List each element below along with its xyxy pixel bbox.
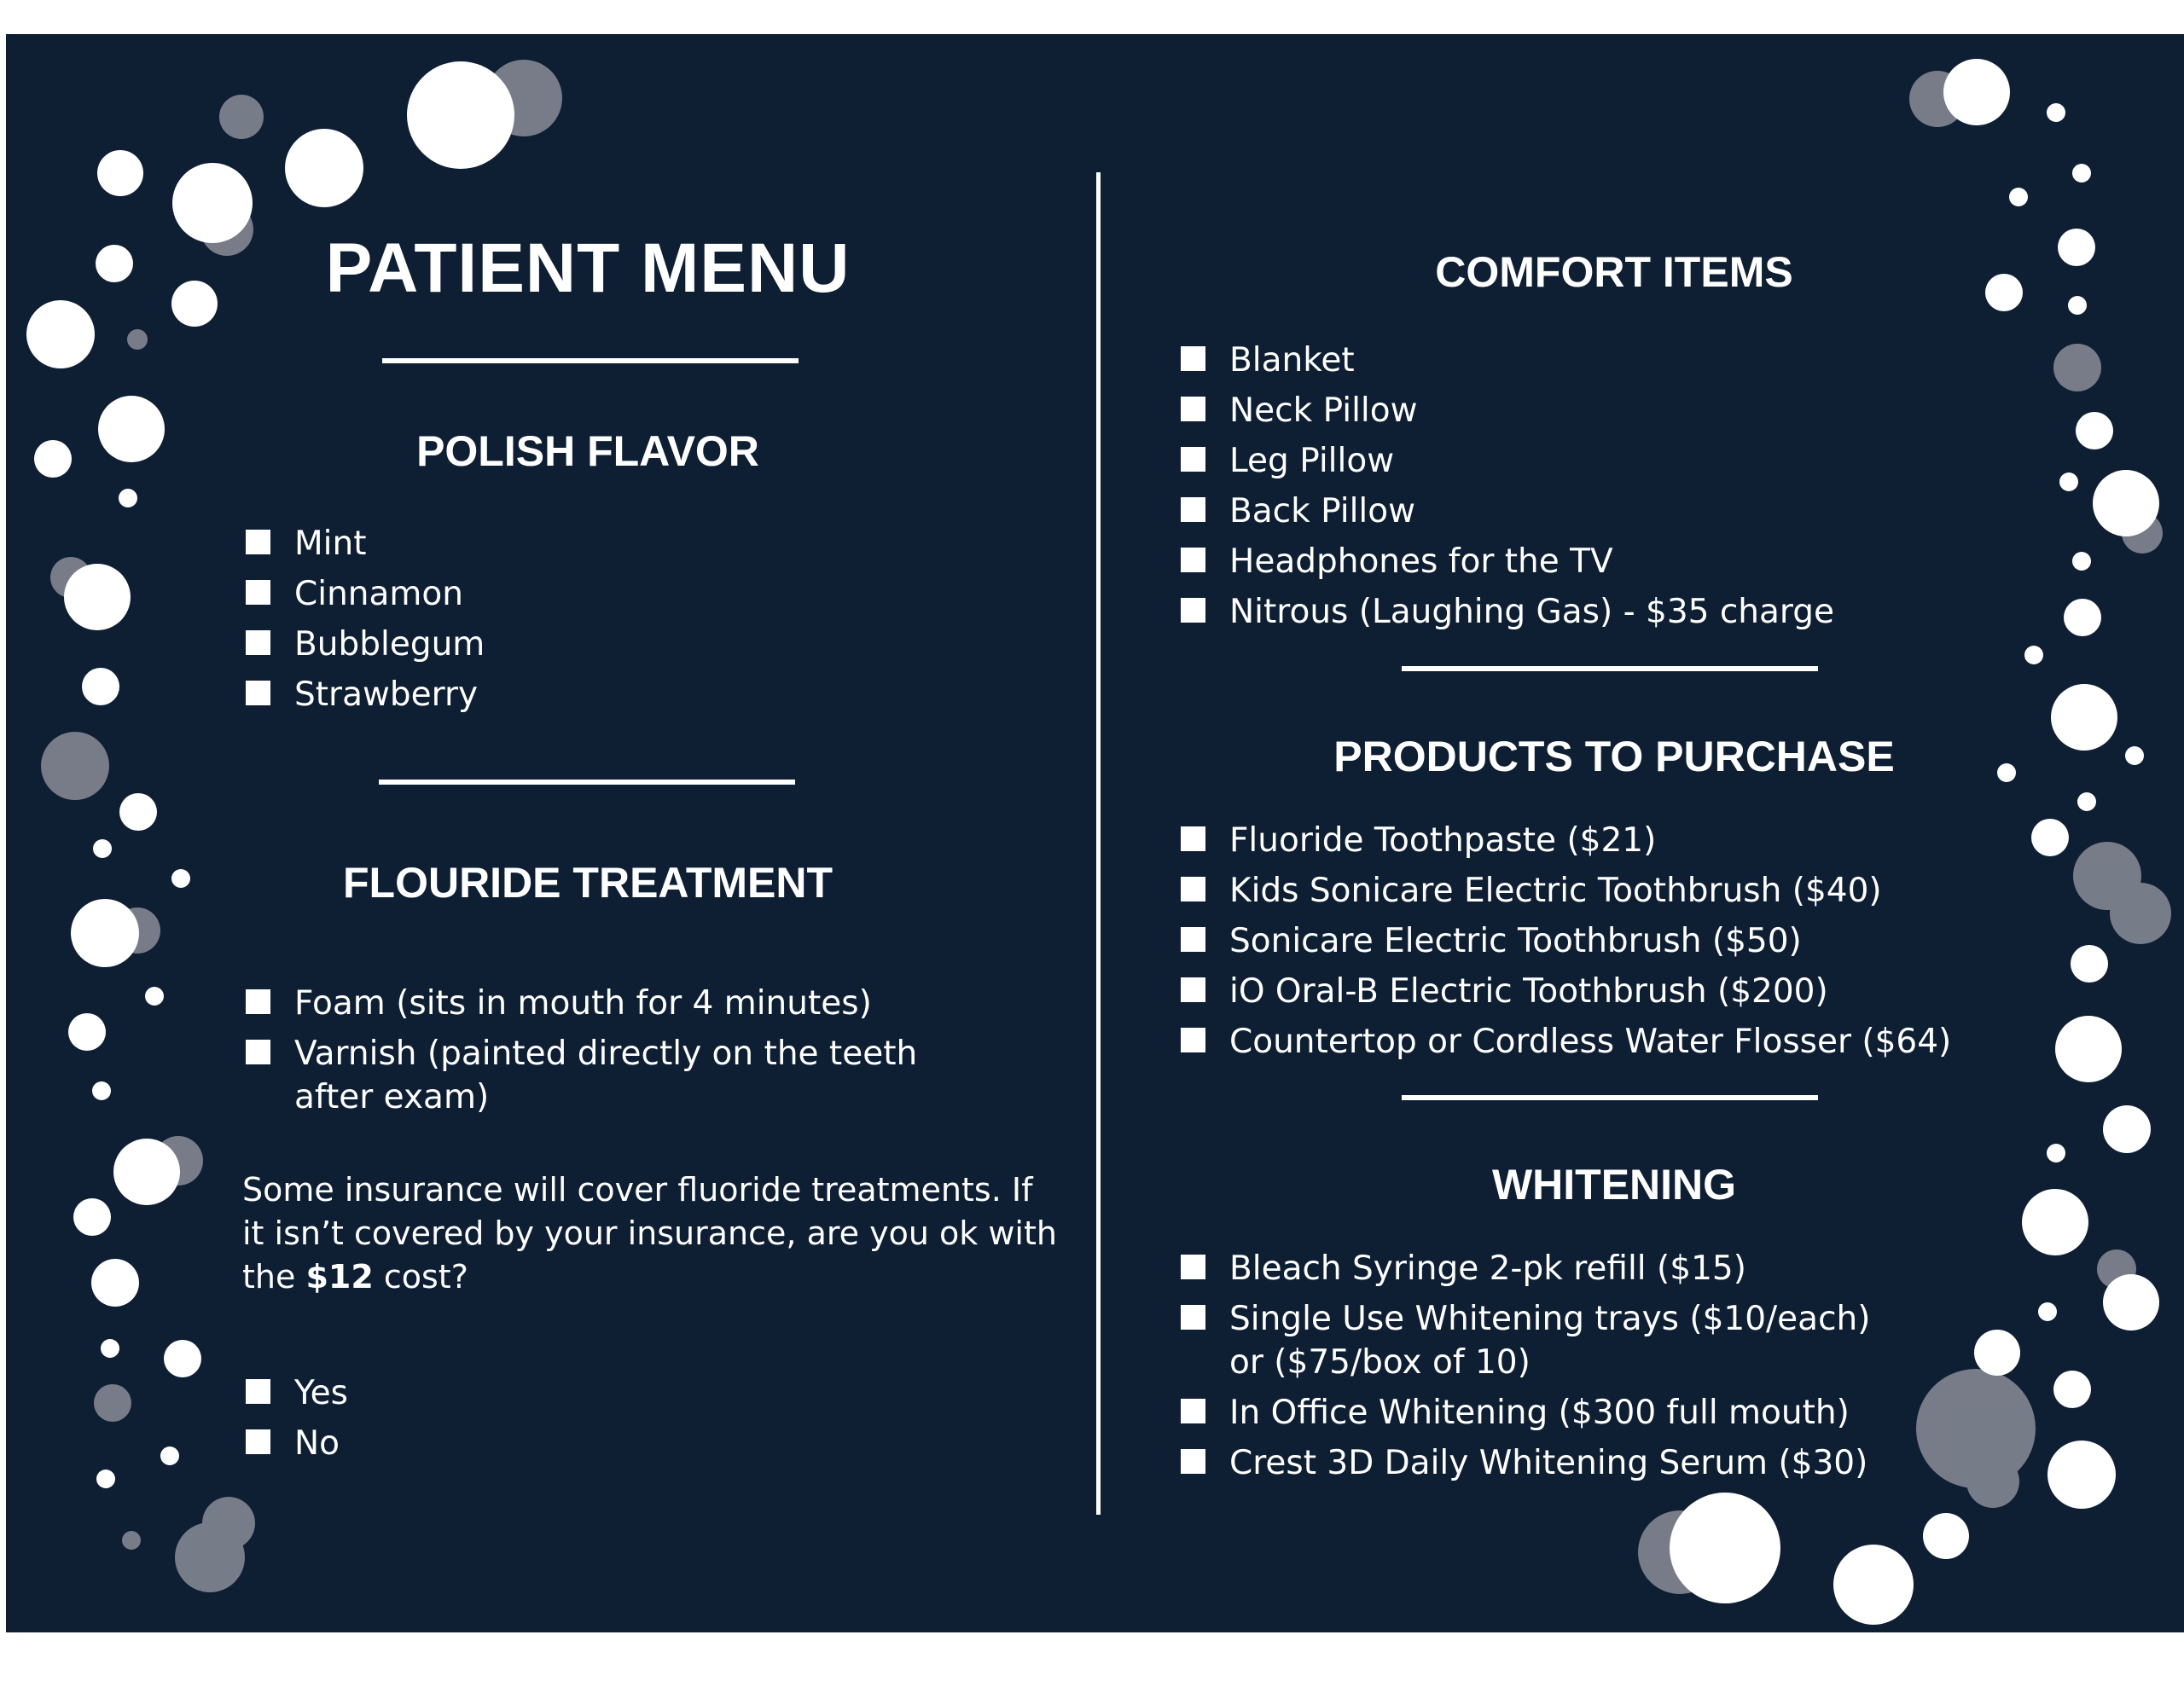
item-label: Bleach Syringe 2-pk refill ($15) xyxy=(1229,1249,1746,1288)
checkbox[interactable] xyxy=(246,1429,270,1454)
comfort-items-heading: COMFORT ITEMS xyxy=(1435,248,1793,296)
list-item[interactable] xyxy=(1181,339,1834,382)
item-label: Back Pillow xyxy=(1229,492,1416,530)
whitening-heading: WHITENING xyxy=(1491,1161,1737,1209)
checkbox[interactable] xyxy=(1181,1305,1205,1330)
item-label: Fluoride Toothpaste ($21) xyxy=(1229,821,1657,860)
checkbox[interactable] xyxy=(1181,977,1205,1002)
item-label: Kids Sonicare Electric Toothbrush ($40) xyxy=(1229,872,1882,910)
list-item[interactable] xyxy=(246,982,979,1025)
list-item[interactable] xyxy=(1181,869,1951,913)
checkbox[interactable] xyxy=(1181,346,1205,371)
item-label: No xyxy=(294,1424,340,1463)
list-item[interactable] xyxy=(246,623,485,666)
checkbox[interactable] xyxy=(246,989,270,1014)
checkbox[interactable] xyxy=(246,1040,270,1064)
checkbox[interactable] xyxy=(1181,497,1205,522)
patient-menu-page xyxy=(6,34,2184,1632)
checkbox[interactable] xyxy=(1181,598,1205,623)
list-item[interactable] xyxy=(246,1371,348,1415)
item-label: Single Use Whitening trays ($10/each) or ($75/box of 10) xyxy=(1229,1300,1871,1382)
list-item[interactable] xyxy=(1181,590,1834,634)
checkbox[interactable] xyxy=(1181,1255,1205,1279)
products-list xyxy=(1181,819,1951,1070)
item-label: iO Oral-B Electric Toothbrush ($200) xyxy=(1229,972,1828,1011)
list-item[interactable] xyxy=(1181,1441,1897,1485)
note-amount: $12 xyxy=(305,1258,374,1296)
item-label: Headphones for the TV xyxy=(1229,542,1613,581)
list-item[interactable] xyxy=(1181,819,1951,862)
section-divider xyxy=(1402,666,1818,671)
item-label: Sonicare Electric Toothbrush ($50) xyxy=(1229,922,1802,960)
note-text-end: cost? xyxy=(373,1258,468,1296)
item-label: Foam (sits in mouth for 4 minutes) xyxy=(294,984,872,1023)
section-divider xyxy=(379,780,795,785)
list-item[interactable] xyxy=(246,1422,348,1465)
checkbox[interactable] xyxy=(1181,877,1205,901)
list-item[interactable] xyxy=(1181,1247,1897,1290)
insurance-note xyxy=(242,1168,1061,1299)
item-label: Nitrous (Laughing Gas) - $35 charge xyxy=(1229,593,1835,631)
list-item[interactable] xyxy=(1181,389,1834,432)
item-label: Neck Pillow xyxy=(1229,391,1418,430)
fluoride-heading: FLOURIDE TREATMENT xyxy=(342,859,834,907)
list-item[interactable] xyxy=(1181,970,1951,1013)
item-label: Blanket xyxy=(1229,341,1355,380)
checkbox[interactable] xyxy=(1181,1449,1205,1474)
comfort-items-list xyxy=(1181,339,1834,641)
list-item[interactable] xyxy=(1181,540,1834,583)
checkbox[interactable] xyxy=(1181,927,1205,952)
checkbox[interactable] xyxy=(246,630,270,655)
checkbox[interactable] xyxy=(1181,1028,1205,1052)
item-label: In Office Whitening ($300 full mouth) xyxy=(1229,1394,1850,1432)
item-label: Cinnamon xyxy=(294,575,463,613)
checkbox[interactable] xyxy=(1181,447,1205,472)
item-label: Leg Pillow xyxy=(1229,442,1395,480)
section-divider xyxy=(1402,1095,1818,1100)
item-label: Varnish (painted directly on the teeth after exam) xyxy=(294,1035,918,1116)
checkbox[interactable] xyxy=(246,530,270,554)
item-label: Yes xyxy=(294,1374,348,1412)
list-item[interactable] xyxy=(246,572,485,616)
list-item[interactable] xyxy=(1181,1297,1897,1384)
checkbox[interactable] xyxy=(1181,397,1205,421)
checkbox[interactable] xyxy=(1181,826,1205,851)
item-label: Strawberry xyxy=(294,675,479,714)
whitening-list xyxy=(1181,1247,1897,1492)
item-label: Mint xyxy=(294,525,367,563)
item-label: Countertop or Cordless Water Flosser ($64) xyxy=(1229,1023,1952,1061)
list-item[interactable] xyxy=(246,522,485,565)
list-item[interactable] xyxy=(1181,439,1834,483)
checkbox[interactable] xyxy=(1181,1399,1205,1423)
polish-flavor-list xyxy=(246,522,485,723)
list-item[interactable] xyxy=(1181,919,1951,963)
list-item[interactable] xyxy=(246,673,485,716)
list-item[interactable] xyxy=(1181,490,1834,533)
note-text: Some insurance will cover fluoride treatments. If it isn’t covered by your insurance, are you ok with the xyxy=(242,1171,1057,1296)
checkbox[interactable] xyxy=(1181,548,1205,572)
list-item[interactable] xyxy=(1181,1391,1897,1435)
title-underline xyxy=(382,358,799,363)
fluoride-list xyxy=(246,982,979,1126)
column-divider xyxy=(1096,172,1101,1515)
checkbox[interactable] xyxy=(246,1379,270,1404)
products-heading: PRODUCTS TO PURCHASE xyxy=(1333,733,1895,780)
polish-flavor-heading: POLISH FLAVOR xyxy=(416,427,759,475)
item-label: Bubblegum xyxy=(294,625,485,664)
item-label: Crest 3D Daily Whitening Serum ($30) xyxy=(1229,1444,1868,1482)
page-title: PATIENT MENU xyxy=(325,229,851,307)
list-item[interactable] xyxy=(246,1032,979,1119)
list-item[interactable] xyxy=(1181,1020,1951,1064)
checkbox[interactable] xyxy=(246,580,270,605)
insurance-answer-list xyxy=(246,1371,348,1472)
checkbox[interactable] xyxy=(246,681,270,705)
